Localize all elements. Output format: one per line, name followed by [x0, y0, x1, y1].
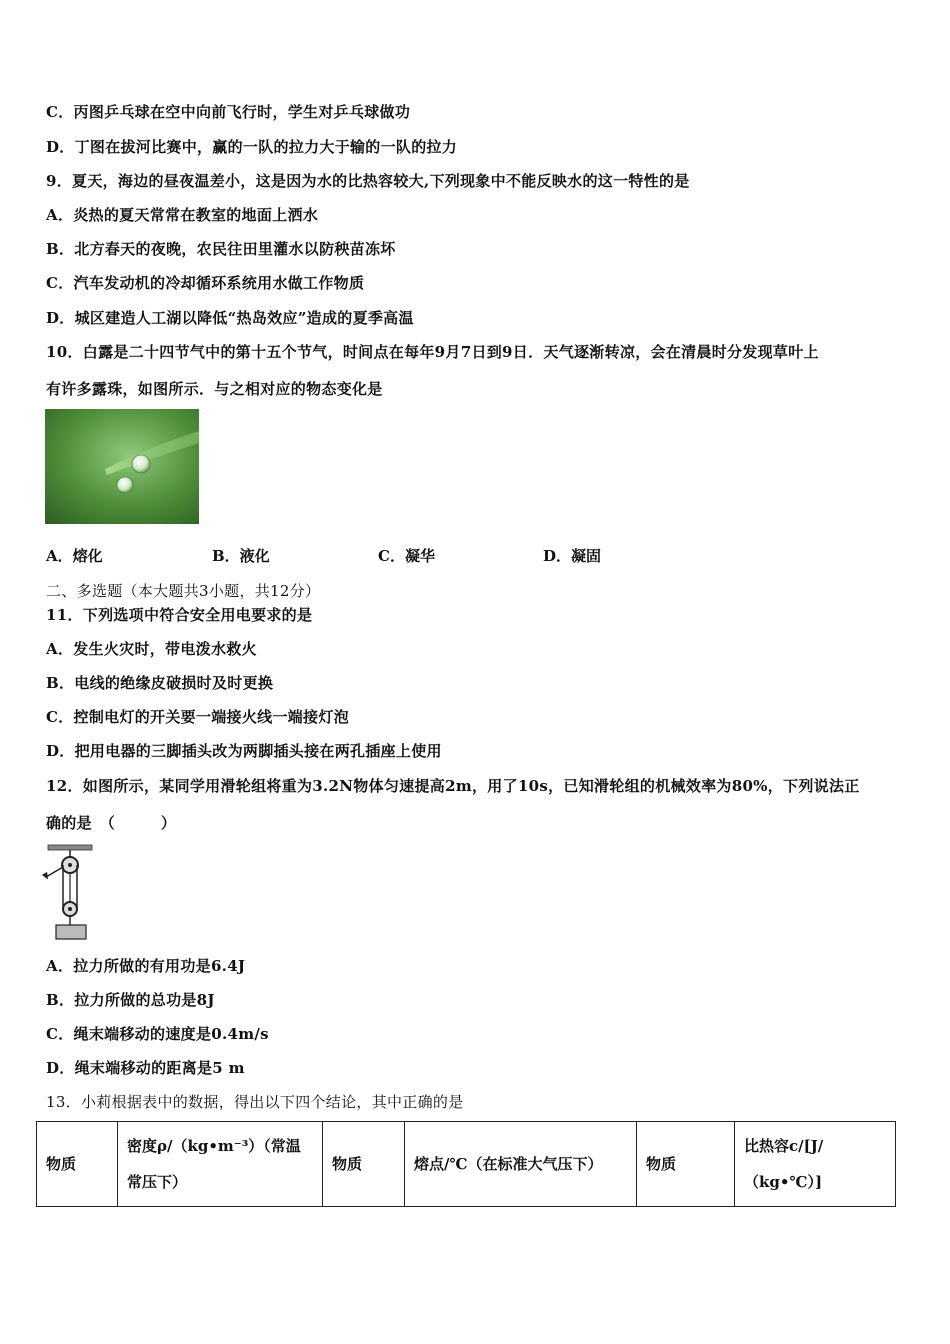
dew-drop-icon	[117, 477, 133, 493]
dew-drop-icon	[132, 455, 150, 473]
q12-option-c: C．绳末端移动的速度是0.4m/s	[46, 1025, 269, 1043]
pulley-diagram	[40, 843, 102, 943]
q10-stem-line2: 有许多露珠，如图所示．与之相对应的物态变化是	[46, 380, 383, 398]
q11-option-b: B．电线的绝缘皮破损时及时更换	[46, 674, 274, 692]
table-header-cell: 密度ρ/（kg•m⁻³）（常温常压下）	[118, 1122, 323, 1207]
dew-leaf-image	[45, 409, 199, 524]
table-header-cell: 物质	[323, 1122, 405, 1207]
q11-option-d: D．把用电器的三脚插头改为两脚插头接在两孔插座上使用	[46, 742, 442, 760]
q10-stem-line1: 10．白露是二十四节气中的第十五个节气，时间点在每年9月7日到9日．天气逐渐转凉，会在清晨时分发现草叶上	[46, 343, 819, 361]
table-header-cell: 物质	[37, 1122, 118, 1207]
arrow-icon	[42, 872, 51, 881]
table-header-cell: 熔点/℃（在标准大气压下）	[405, 1122, 637, 1207]
q13-data-table	[36, 1121, 896, 1207]
q12-option-d: D．绳末端移动的距离是5 m	[46, 1059, 245, 1077]
q9-option-c: C．汽车发动机的冷却循环系统用水做工作物质	[46, 274, 365, 292]
q11-stem: 11．下列选项中符合安全用电要求的是	[46, 606, 313, 624]
q11-option-c: C．控制电灯的开关要一端接火线一端接灯泡	[46, 708, 349, 726]
weight-block-icon	[56, 925, 86, 939]
q10-option-d: D．凝固	[543, 547, 602, 565]
q13-stem: 13．小莉根据表中的数据，得出以下四个结论，其中正确的是	[46, 1093, 464, 1111]
q11-option-a: A．发生火灾时，带电泼水救火	[46, 640, 257, 658]
q10-option-b: B．液化	[212, 547, 270, 565]
q9-option-b: B．北方春天的夜晚，农民往田里灌水以防秧苗冻坏	[46, 240, 396, 258]
table-header-cell: 物质	[637, 1122, 735, 1207]
q8-option-d: D．丁图在拔河比赛中，赢的一队的拉力大于输的一队的拉力	[46, 138, 458, 156]
q12-option-a: A．拉力所做的有用功是6.4J	[46, 957, 246, 975]
q10-option-c: C．凝华	[378, 547, 435, 565]
table-row	[37, 1122, 896, 1207]
table-header-cell: 比热容c/[J/（kg•℃）]	[735, 1122, 896, 1207]
q8-option-c: C．丙图乒乓球在空中向前飞行时，学生对乒乓球做功	[46, 103, 411, 121]
q10-option-a: A．熔化	[46, 547, 103, 565]
q12-stem-line2: 确的是 （ ）	[46, 814, 177, 832]
q9-stem: 9．夏天，海边的昼夜温差小，这是因为水的比热容较大,下列现象中不能反映水的这一特性的是	[46, 172, 690, 190]
q9-option-d: D．城区建造人工湖以降低“热岛效应”造成的夏季高温	[46, 309, 414, 327]
q9-option-a: A．炎热的夏天常常在教室的地面上洒水	[46, 206, 319, 224]
section-heading: 二、多选题（本大题共3小题，共12分）	[46, 582, 321, 600]
q12-stem-line1: 12．如图所示，某同学用滑轮组将重为3.2N物体匀速提高2m，用了10s，已知滑轮组的机械效率为80%，下列说法正	[46, 777, 860, 795]
q12-option-b: B．拉力所做的总功是8J	[46, 991, 215, 1009]
